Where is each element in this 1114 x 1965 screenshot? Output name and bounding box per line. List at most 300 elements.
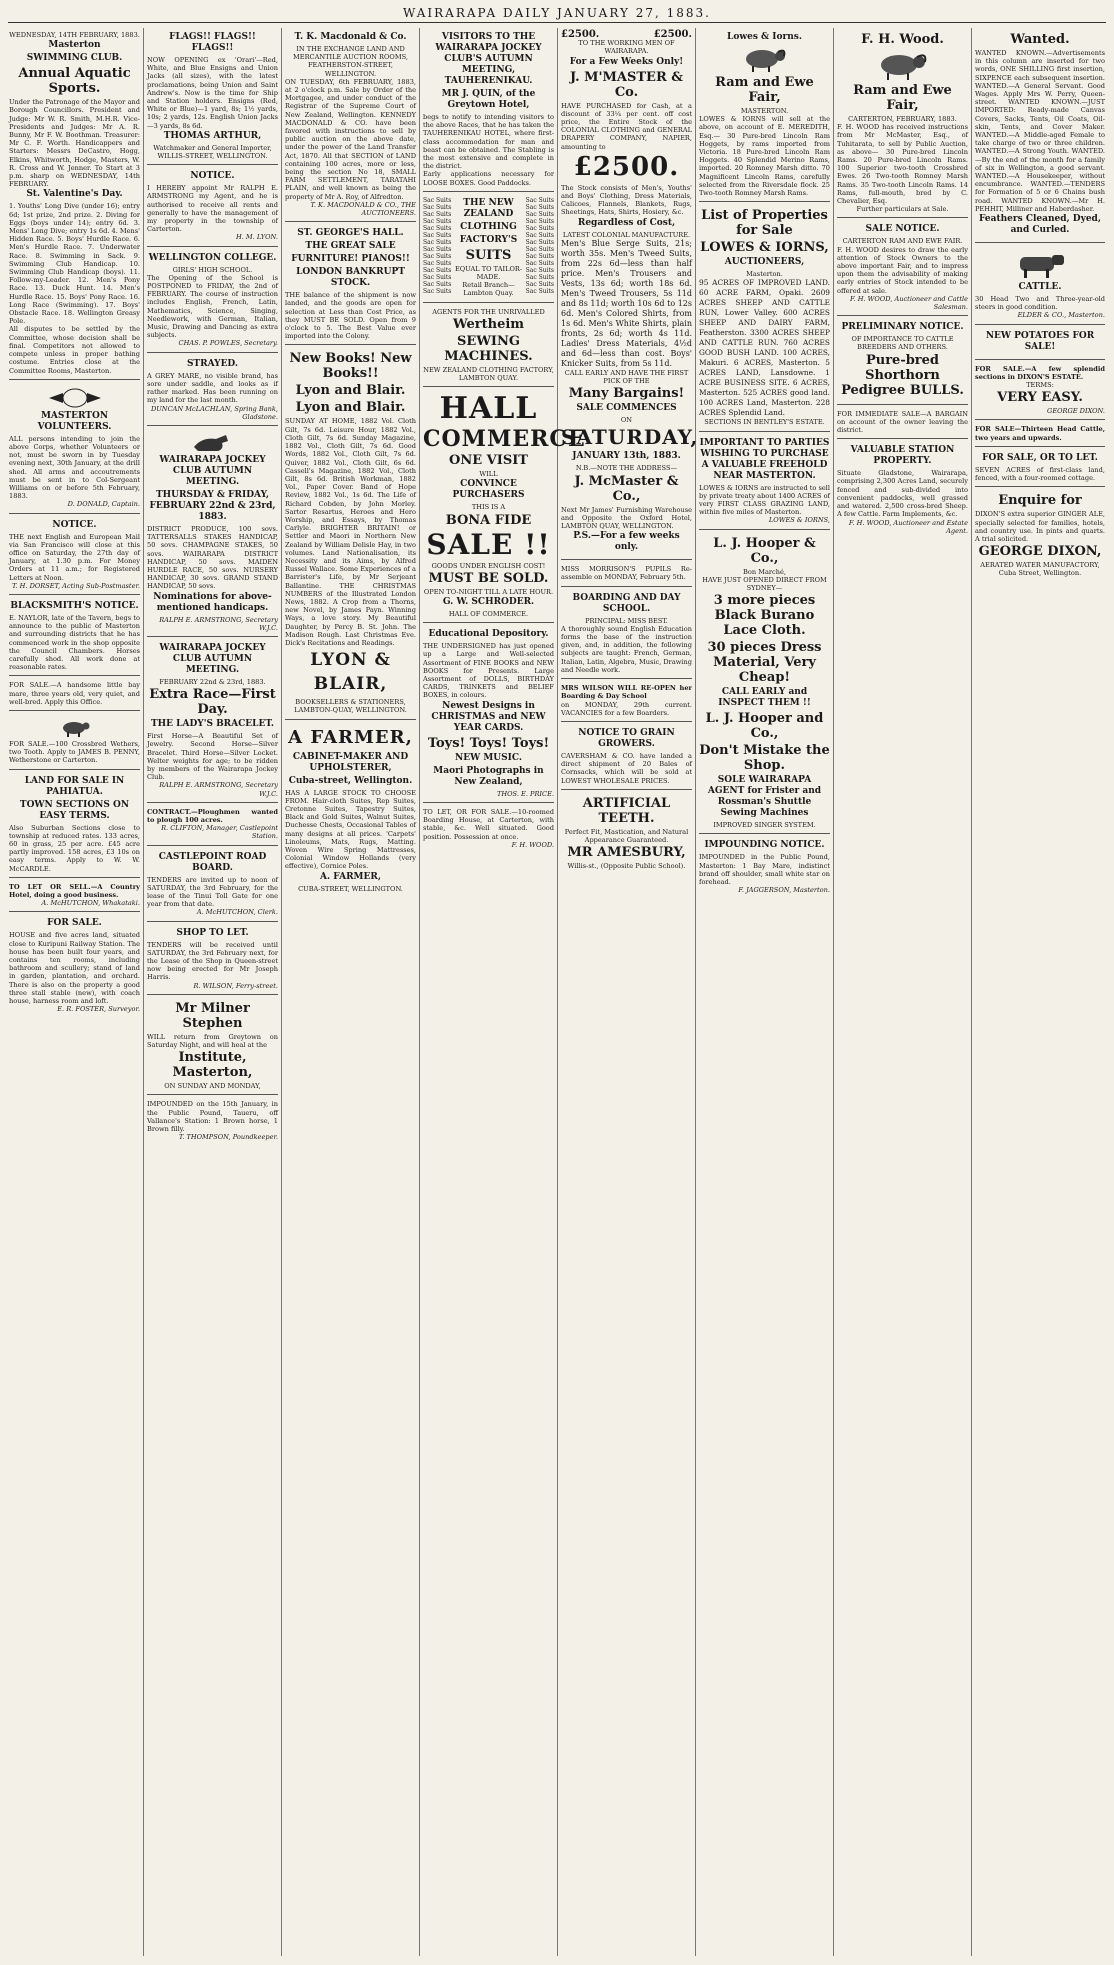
column-2 <box>144 28 282 1956</box>
dont-mistake: Don't Mistake the Shop. <box>699 743 830 774</box>
cattle-body: 30 Head Two and Three-year-old steers in good condition. <box>975 295 1105 312</box>
wood-ram-fair-ad <box>837 28 968 218</box>
amesbury-address: Willis-st., (Opposite Public School). <box>567 862 686 871</box>
mcmaster-ad <box>561 28 699 560</box>
swim-title-3: Annual Aquatic Sports. <box>18 66 131 97</box>
lowes-iorns-ad <box>699 28 830 202</box>
ginger-ale-ad <box>975 489 1105 581</box>
jan13-heading: JANUARY 13th, 1883. <box>572 451 681 462</box>
bargains-heading: Many Bargains! <box>568 386 685 402</box>
hooper-ad <box>699 532 830 835</box>
sac-suits-line: Sac Suits <box>525 287 554 295</box>
wood-ram-body: F. H. WOOD has received instructions from Mr McMaster, Esq., of Tuhitarata, to sell by Public Auction, as above— 30 Pure-bred Lincoln Rams. 20 Pure-bred Lincoln Rams. 100 Superior two-tooth Crossbred Ewes. 26 Two-tooth Romney Marsh Rams. 35 Two-tooth Lincoln Rams. 14 Rams, full-mouth, bred by C. Chevalier, Esq. <box>837 123 968 206</box>
mail-notice-body: THE next English and European Mail via San Francisco will close at this office on Saturday, the 27th day of January, at 1.30 p.m. For Money Orders at 11 a.m.; for Registered Letters at Noon. <box>9 532 140 582</box>
college-body: The Opening of the School is POSTPONED to FRIDAY, the 2nd of FEBRUARY. The course of instruction includes English, French, Latin, Mathematics, Science, Singing, Needlework, with German, Italian, Music, Drawing and Dancing as extra subjects. <box>147 273 278 340</box>
wood-ram-date: CARTERTON, FEBRUARY, 1883. <box>848 115 957 123</box>
macdonald-signature: T. K. MACDONALD & CO., THE AUCTIONEERS. <box>310 200 416 218</box>
sac-suits-line: Sac Suits <box>525 280 554 288</box>
factory-heading: FACTORY'S <box>459 234 518 245</box>
impound-title: IMPOUNDING NOTICE. <box>704 840 825 851</box>
farmer-address: Cuba-street, Wellington. <box>288 775 413 786</box>
carterton-subtitle: CARTERTON RAM AND EWE FAIR. <box>842 237 963 246</box>
great-sale-heading: THE GREAT SALE <box>305 241 396 252</box>
college-title: WELLINGTON COLLEGE. <box>148 252 277 263</box>
jockey2-title: WAIRARAPA JOCKEY CLUB AUTUMN MEETING. <box>159 642 266 675</box>
sac-suits-line: Sac Suits <box>525 196 554 204</box>
flags-title: FLAGS!! FLAGS!! FLAGS!! <box>169 32 256 53</box>
horse-icon <box>188 433 238 453</box>
hooper-title: L. J. Hooper & Co., <box>713 535 816 566</box>
jockey-signature: RALPH E. ARMSTRONG, Secretary W.J.C. <box>159 615 278 632</box>
teeth-ad <box>561 792 692 875</box>
mail-notice-signature: T. H. DORSET, Acting Sub-Postmaster. <box>12 581 140 590</box>
pounds-left: £2500. <box>561 29 600 40</box>
amesbury-heading: MR AMESBURY, <box>567 845 686 861</box>
london-bankrupt-heading: LONDON BANKRUPT STOCK. <box>296 267 405 289</box>
properties-masterton: Masterton. <box>746 270 783 279</box>
sac-suits-line: Sac Suits <box>525 210 554 218</box>
must-be-sold: MUST BE SOLD. <box>428 570 549 586</box>
impounded-signature: T. THOMPSON, Poundkeeper. <box>178 1133 278 1142</box>
teeth-title: ARTIFICIAL TEETH. <box>582 795 671 826</box>
college-subtitle: GIRLS' HIGH SCHOOL. <box>172 265 253 274</box>
ginger-ale-body: DIXON'S extra superior GINGER ALE, specially selected for families, hotels, and country use. In pints and quarts. A trial solicited. <box>975 510 1105 543</box>
prelim-subtitle: OF IMPORTANCE TO CATTLE BREEDERS AND OTHERS. <box>851 335 954 352</box>
jockey-nominations: Nominations for above-mentioned handicaps. <box>153 591 272 613</box>
farmer-ad <box>285 722 416 897</box>
sale-notice-title: SALE NOTICE. <box>865 224 940 235</box>
bracelet-ad <box>147 639 278 803</box>
working-men-heading: TO THE WORKING MEN OF WAIRARAPA. <box>578 39 675 56</box>
volunteers-signature: D. DONALD, Captain. <box>67 500 140 509</box>
branch-heading: Retail Branch—Lambton Quay. <box>462 281 515 298</box>
town-sections-title: TOWN SECTIONS ON EASY TERMS. <box>19 799 130 821</box>
hotel-title: TO LET OR SELL.—A Country Hotel, doing a good business. <box>9 882 140 900</box>
valentine-heading: St. Valentine's Day. <box>26 189 123 200</box>
carterton-body: F. H. WOOD desires to draw the early attention of Stock Owners to the above important Fair, and to impress upon them the advisability of making early entries of Stock intended to be offered at sale. <box>837 245 968 295</box>
sac-suits-line: Sac Suits <box>423 280 452 288</box>
bracelet-signature: RALPH E. ARMSTRONG, Secretary W.J.C. <box>159 781 278 798</box>
maori-signature: THOS. E. PRICE. <box>497 789 554 798</box>
quin-heading: MR J. QUIN, of the Greytown Hotel, <box>441 89 536 110</box>
wanted-ad <box>975 28 1105 243</box>
call-early: CALL EARLY AND HAVE THE FIRST PICK OF THE <box>564 368 689 386</box>
agent-notice-body: I HEREBY appoint Mr RALPH E. ARMSTRONG my Agent, and he is authorised to receive all rents and generally to have the management of my property in the township of Carterton. <box>147 184 278 234</box>
jockey-club-ad <box>147 428 278 637</box>
sac-suits-line: Sac Suits <box>525 238 554 246</box>
bon-marche: Bon Marché, <box>743 567 786 576</box>
farmer-signature-address: CUBA-STREET, WELLINGTON. <box>298 884 403 893</box>
best-body: A thoroughly sound English Education forms the base of the instruction given, and, in addition, the following subjects are taught: French, German, Italian, Latin, Algebra, Music, Drawing and Needle work. <box>561 624 692 674</box>
seven-acres-ad <box>975 449 1105 487</box>
this-is-text: THIS IS A <box>471 503 506 512</box>
jockey2-dates: FEBRUARY 22nd & 23rd, 1883. <box>159 677 266 686</box>
carterton-signature: F. H. WOOD, Auctioneer and Cattle Salesman. <box>849 294 968 312</box>
wood-ram-title: Ram and Ewe Fair, <box>853 83 952 113</box>
column-3 <box>282 28 420 1956</box>
sac-suits-line: Sac Suits <box>525 266 554 274</box>
house-signature: E. R. FOSTER, Surveyor. <box>57 1005 140 1014</box>
shop-body: TENDERS will be received until SATURDAY, the 3rd February next, for the Lease of the Shop in Queen-street now being erected for Mr Joseph Harris. <box>147 940 278 982</box>
impounded-body: IMPOUNDED on the 15th January, in the Public Pound, Taueru, off Vallance's Station: 1 Brown horse, 1 Brown filly. <box>147 1100 278 1134</box>
grain-body: CAVERSHAM & CO. have landed a direct shipment of 20 Bales of Cornsacks, which will be sold at LOWEST WHOLESALE PRICES. <box>561 751 692 785</box>
milner-stephen-ad <box>147 997 278 1096</box>
lowes-ram-sub: MASTERTON. <box>740 107 789 115</box>
swim-rules: All disputes to be settled by the Committee, whose decision shall be final. Competitors not allowed to compete unless in proper bathing costume. Entries close at the Committee Rooms, Masterton. <box>9 325 140 375</box>
george-title: ST. GEORGE'S HALL. <box>297 228 404 239</box>
wertheim-ad <box>423 305 554 388</box>
impounded-ad <box>147 1097 278 1145</box>
george-dixon-signature: GEORGE DIXON. <box>1047 407 1105 416</box>
wood-title: F. H. Wood. <box>861 32 944 47</box>
hooper-subtitle: HAVE JUST OPENED DIRECT FROM SYDNEY— <box>702 575 827 593</box>
bracelet-heading: THE LADY'S BRACELET. <box>150 719 275 730</box>
hall-of-commerce-sig: HALL OF COMMERCE. <box>448 610 529 619</box>
shop-to-let-ad <box>147 924 278 995</box>
freehold-title: IMPORTANT TO PARTIES WISHING TO PURCHASE A VALUABLE FREEHOLD NEAR MASTERTON. <box>699 437 830 481</box>
lowes-title: Lowes & Iorns. <box>727 32 802 42</box>
clothing-center <box>451 197 525 298</box>
sac-suits-line: Sac Suits <box>423 287 452 295</box>
properties-auctioneers: AUCTIONEERS, <box>724 257 805 268</box>
road-board-signature: A. McHUTCHON, Clerk. <box>196 908 278 917</box>
flags-ad <box>147 28 278 165</box>
station-property-ad <box>837 441 968 539</box>
teeth-subtitle: Perfect Fit, Mastication, and Natural Appearance Guaranteed. <box>564 827 689 844</box>
sac-suits-line: Sac Suits <box>525 203 554 211</box>
price-list: Men's Blue Serge Suits, 21s; worth 35s. Men's Tweed Suits, from 22s 6d—less than half price. Men's Trousers and Vests, 13s 6d; worth 18s 6d. Men's Tweed Trousers, 5s 11d and 8s 11d; worth 10s 6d to 12s 6d. Men's Colored Shirts, from 1s 6d. Men's White Shirts, plain fronts, 2s 6d; worth 4s 11d. Ladies' Dress Materials, 4½d and 6d—less than cost. Boys' Knicker Suits, from 5s 11d. <box>561 238 692 368</box>
wethers-ad <box>9 713 140 770</box>
properties-by: LOWES & IORNS, <box>700 240 829 256</box>
latest-heading: LATEST COLONIAL MANUFACTURE. <box>562 230 691 239</box>
blacksmith-title: BLACKSMITH'S NOTICE. <box>10 600 139 611</box>
impound-body: IMPOUNDED in the Public Pound, Masterton: 1 Bay Mare, indistinct brand off shoulder, small white star on forehead. <box>699 853 830 887</box>
contract-signature: R. CLIFTON, Manager, Castlepoint Station. <box>161 824 278 841</box>
mcmaster-body: HAVE PURCHASED for Cash, at a discount of 33¼ per cent. off cost price, the Entire Stock of the COLONIAL CLOTHING and GENERAL DRAPERY COMPANY, NAPIER, amounting to <box>561 101 692 151</box>
stock-text: The Stock consists of Men's, Youths' and Boys' Clothing, Dress Materials, Calicoes, Flannels, Blankets, Rugs, Sheetings, Hats, Shirts, Hosiery, &c. <box>561 183 692 217</box>
sac-suits-line: Sac Suits <box>423 203 452 211</box>
freehold-ad <box>699 434 830 530</box>
sac-suits-line: Sac Suits <box>525 259 554 267</box>
jockey-title: WAIRARAPA JOCKEY CLUB AUTUMN MEETING. <box>159 454 266 487</box>
hooper2-title: L. J. Hooper and Co., <box>705 711 824 742</box>
swim-title-2: SWIMMING CLUB. <box>26 53 123 64</box>
schroder-name: G. W. SCHRODER. <box>442 597 535 608</box>
institute-heading: Institute, Masterton, <box>172 1050 253 1081</box>
strayed-ad <box>147 355 278 426</box>
immediate-sale-body: FOR IMMEDIATE SALE—A BARGAIN on account of the owner leaving the district. <box>837 409 968 435</box>
shop-signature: R. WILSON, Ferry-street. <box>193 981 278 990</box>
equal-heading: EQUAL TO TAILOR-MADE. <box>454 264 523 282</box>
grain-title: NOTICE TO GRAIN GROWERS. <box>578 727 675 749</box>
on-text: ON <box>620 416 633 425</box>
bentley-sections: SECTIONS IN BENTLEY'S ESTATE. <box>704 418 825 427</box>
prelim-title: PRELIMINARY NOTICE. <box>841 322 964 333</box>
lowes-ram-title: Ram and Ewe Fair, <box>715 75 814 105</box>
house-ad <box>9 914 140 1017</box>
terms-label: TERMS: <box>1026 381 1054 390</box>
swimming-club-ad <box>9 28 140 380</box>
feathers-heading: Feathers Cleaned, Dyed, and Curled. <box>979 214 1101 236</box>
cattle-title: CATTLE. <box>1018 282 1062 293</box>
house-title: FOR SALE. <box>47 918 102 929</box>
strayed-body: A GREY MARE, no visible brand, has sore under saddle, and looks as if rather marked. Has been running on my land for the last month. <box>147 371 278 405</box>
morrison-body: MISS MORRISON'S PUPILS Re-assemble on MONDAY, February 5th. <box>561 565 692 582</box>
agent-notice-title: NOTICE. <box>190 171 235 182</box>
enquire-heading: Enquire for <box>998 493 1082 509</box>
milner-body: WILL return from Greytown on Saturday Night, and will heal at the <box>147 1032 278 1050</box>
road-board-title: CASTLEPOINT ROAD BOARD. <box>158 851 267 873</box>
pahiatua-ad <box>9 772 140 878</box>
agent-notice-ad <box>147 167 278 246</box>
potatoes-ad <box>975 327 1105 360</box>
station-body: Situate Gladstone, Wairarapa, comprising 2,300 Acres Land, securely fenced and sub-divided into convenient paddocks, well grassed and watered. 2,500 cross-bred Sheep. A few Cattle. Farm Implements, &c. <box>837 469 968 519</box>
seven-acres-body: SEVEN ACRES of first-class land, fenced, with a four-roomed cottage. <box>975 465 1105 483</box>
books-title: New Books! New Books!! <box>289 351 412 382</box>
immediate-sale-ad <box>837 407 968 440</box>
st-georges-hall-ad <box>285 224 416 345</box>
strayed-title: STRAYED. <box>186 358 239 369</box>
will-text: WILL <box>479 470 498 479</box>
wilson-body: on MONDAY, 29th current. VACANCIES for a few Boarders. <box>561 700 692 717</box>
blacksmith-body: E. NAYLOR, late of the Tavern, begs to announce to the public of Masterton and surrounding districts that he has commenced work in the shop opposite the Council Chambers. Horses carefully shod. All work done at reasonable rates. <box>9 613 140 672</box>
new-music-heading: NEW MUSIC. <box>455 752 522 763</box>
george-body: THE balance of the shipment is now landed, and the goods are open for selection at Less than Cost Price, as they MUST BE SOLD. Open from 9 o'clock to 5. The Best Value ever imported into the Colony. <box>285 291 416 341</box>
station-title: VALUABLE STATION PROPERTY. <box>850 445 955 467</box>
milner-title: Mr Milner Stephen <box>175 1000 250 1031</box>
swim-program: 1. Youths' Long Dive (under 16); entry 6d; 1st prize, 2nd prize. 2. Diving for Eggs (boys under 14); entry 6d. 3. Mens' Long Dive; entry 1s 6d. 4. Mens' Hidden Race. 5. Boys' Hurdle Race. 6. Men's Hurdle Race. 7. Underwater Race. 8. Swimming in Sack. 9. Swimming Club Handicap. 10. Swimming Club Handicap (boys). 11. Follow-my-Leader. 12. Men's Pony Race. 13. Duck Hunt. 14. Men's Hurdle Race. 15. Boys' Pony Race. 16. Long Race (Swimming). 17. Boys' Obstacle Race. 18. Wellington Greasy Pole. <box>9 202 140 326</box>
boarding-house-body: TO LET, OR FOR SALE.—10-roomed Boarding House, at Carterton, with stable, &c. Well situated. Good position. Possession at once. <box>423 807 554 841</box>
boarding-title: BOARDING AND DAY SCHOOL. <box>572 592 681 614</box>
jockey-days: THURSDAY & FRIDAY, FEBRUARY 22nd & 23rd, 1883. <box>149 489 276 522</box>
flags-body: NOW OPENING ex 'Orari'—Red, White, and Blue Ensigns and Union Jacks (all sizes), with the latest proclamations, being Union and Saint Andrew's. Now is the time for Ship and Station holders. Ensigns (Red, White or Blue)—1 yard, 8s; 1½ yards, 10s; 2 yards, 12s. English Union Jacks—3 yards, 8s 6d. <box>147 56 278 130</box>
pahiatua-title: LAND FOR SALE IN PAHIATUA. <box>24 775 125 797</box>
shorthorn-ad <box>837 318 968 404</box>
dixon-estate-ad <box>975 362 1105 421</box>
sac-suits-line: Sac Suits <box>525 224 554 232</box>
road-board-ad <box>147 848 278 922</box>
sac-suits-line: Sac Suits <box>423 273 452 281</box>
farmer-body: HAS A LARGE STOCK TO CHOOSE FROM. Hair-cloth Suites, Rep Suites, Cretonne Suites, Tapestry Suites, Black and Gold Suites, Walnut Suites, Duchesse Chests, Occasional Tables of many designs at all prices. 'Carpets' Linoleums, Mats, Rugs, Matting. Woven Wire Spring Mattresses, Colonial Window Hollands (very effective), Cornice Poles. <box>285 788 416 871</box>
boarding-house-ad <box>423 805 554 853</box>
pounds-right: £2500. <box>653 29 692 40</box>
seven-acres-title: FOR SALE, OR TO LET. <box>982 452 1098 463</box>
masthead-rule <box>8 22 1106 23</box>
ram-icon <box>740 46 790 72</box>
mcmaster2-heading: J. McMaster & Co., <box>574 473 679 504</box>
call-inspect: CALL EARLY and INSPECT THEM !! <box>718 687 811 709</box>
wellington-college-ad <box>147 249 278 353</box>
very-easy: VERY EASY. <box>997 390 1083 406</box>
volunteers-body: ALL persons intending to join the above Corps, whether Volunteers or not, must be sworn in by Tuesday evening next, 30th January, at the drill shed. All arms and accoutrements must be sent in to Col-Sergeant Williams on or before 5th February, 1883. <box>9 434 140 501</box>
road-board-body: TENDERS are invited up to noon of SATURDAY, the 3rd February, for the lease of the Tinui Toll Gate for one year from that date. <box>147 875 278 909</box>
sac-suits-line: Sac Suits <box>423 252 452 260</box>
bay-mare-text: FOR SALE.—A handsome little bay mare, three years old, very quiet, and well-bred. Apply this Office. <box>9 681 140 706</box>
wertheim-pre: AGENTS FOR THE UNRIVALLED <box>432 307 545 316</box>
bay-mare-ad <box>9 678 140 711</box>
mcmaster-heading: J. M'MASTER & Co. <box>569 69 684 100</box>
maori-photographs: Maori Photographs in New Zealand, <box>433 765 544 787</box>
college-signature: CHAS. P. POWLES, Secretary. <box>178 339 278 348</box>
sac-suits-line: Sac Suits <box>525 273 554 281</box>
grain-ad <box>561 724 692 790</box>
column-1 <box>6 28 144 1956</box>
regardless-heading: Regardless of Cost, <box>577 217 676 228</box>
swim-date: WEDNESDAY, 14TH FEBRUARY, 1883. <box>9 31 140 39</box>
strayed-signature: DUNCAN McLACHLAN, Spring Bank, Gladstone. <box>150 404 278 421</box>
hotel-ad <box>9 880 140 913</box>
suits-heading: SUITS <box>465 247 512 263</box>
hall-of-commerce-ad <box>423 389 586 623</box>
sewing-heading: SEWING MACHINES. <box>444 333 533 364</box>
contract-title: CONTRACT.—Ploughmen wanted to plough 100 acres. <box>147 807 278 824</box>
dixon-name: GEORGE DIXON, <box>978 544 1102 560</box>
lyon-blair-sub: BOOKSELLERS & STATIONERS, <box>295 698 406 707</box>
sac-suits-left <box>423 197 451 298</box>
note-text: N.B.—NOTE THE ADDRESS— <box>575 464 678 473</box>
column-8 <box>972 28 1108 1956</box>
macdonald-subtitle: IN THE EXCHANGE LAND AND MERCANTILE AUCTION ROOMS, FEATHERSTON-STREET, WELLINGTON. <box>293 45 408 78</box>
station-signature: F. H. WOOD, Auctioneer and Estate Agent. <box>848 518 968 535</box>
wilson-title: MRS WILSON WILL RE-OPEN her Boarding & Day School <box>561 684 692 701</box>
freehold-body: LOWES & IORNS are instructed to sell by private treaty about 1400 ACRES of very FIRST CLASS GRAZING LAND, within five miles of Masterton. <box>699 483 830 517</box>
sac-suits-line: Sac Suits <box>423 217 452 225</box>
properties-ad <box>699 204 830 431</box>
mail-notice-ad <box>9 516 140 595</box>
wilson-ad <box>561 681 692 722</box>
hotel-signature: A. McHUTCHON, Whakataki. <box>41 899 140 908</box>
farmer-subtitle: CABINET-MAKER AND UPHOLSTERER, <box>292 751 409 773</box>
dixon-estate-title: FOR SALE.—A few splendid sections in DIXON'S ESTATE. <box>975 364 1105 381</box>
institute-days: ON SUNDAY AND MONDAY, <box>164 1082 261 1091</box>
pounds-row <box>561 31 692 39</box>
volunteers-title: MASTERTON VOLUNTEERS. <box>37 410 112 432</box>
sac-suits-block <box>423 197 554 298</box>
farmer-title: A FARMER, <box>288 726 413 748</box>
hooper-lace: 3 more pieces Black Burano Lace Cloth. <box>713 593 816 639</box>
column-6 <box>696 28 834 1956</box>
shop-title: SHOP TO LET. <box>176 927 249 938</box>
sac-suits-line: Sac Suits <box>423 210 452 218</box>
one-visit: ONE VISIT <box>449 453 528 469</box>
properties-list: 95 ACRES OF IMPROVED LAND. 60 ACRE FARM, Opaki. 2609 ACRES SHEEP AND CATTLE RUN, Lower Valley. 600 ACRES SHEEP AND DAIRY FARM, Featherston. 3300 ACRES SHEEP AND CATTLE RUN. 760 ACRES GOOD BUSH LAND. 100 ACRES, Makuri. 6 ACRES, Masterton. 5 ACRES LAND, Lansdowne. 1 ACRE BUSINESS SITE. 6 ACRES, Masterton. 525 ACRES good land. 100 ACRES Land, Masterton. 228 ACRES Splendid Land. <box>699 278 830 418</box>
lyon-blair-address: LAMBTON-QUAY, WELLINGTON. <box>294 706 407 715</box>
commences-heading: SALE COMMENCES <box>576 403 677 414</box>
hooper-dress: 30 pieces Dress Material, Very Cheap! <box>707 640 822 686</box>
sac-suits-line: Sac Suits <box>423 238 452 246</box>
farmer-signature: A. FARMER, <box>319 871 381 882</box>
sac-suits-line: Sac Suits <box>423 259 452 267</box>
commerce-heading: COMMERCE <box>423 426 586 453</box>
flags-signature: THOMAS ARTHUR, <box>163 130 262 141</box>
sac-suits-line: Sac Suits <box>423 266 452 274</box>
boarding-house-signature: F. H. WOOD. <box>511 840 554 849</box>
educational-depository-ad <box>423 625 554 803</box>
lyon-blair-big: LYON & BLAIR, <box>310 650 391 695</box>
ram-icon <box>875 50 931 80</box>
impound-signature: F. JAGGERSON, Masterton. <box>738 886 830 895</box>
freehold-signature: LOWES & IORNS, <box>768 516 830 525</box>
potatoes-heading: NEW POTATOES FOR SALE! <box>985 330 1095 352</box>
clothing-factory-ad <box>423 194 554 303</box>
boarding-school-ad <box>561 589 692 679</box>
newest-designs: Newest Designs in CHRISTMAS and NEW YEAR CARDS. <box>431 700 546 733</box>
flags-address: Watchmaker and General Importer, WILLIS-STREET, WELLINGTON. <box>153 143 272 161</box>
agent-notice-signature: H. M. LYON. <box>235 233 278 242</box>
toys-heading: Toys! Toys! Toys! <box>427 735 550 751</box>
new-books-ad <box>285 347 416 719</box>
furniture-heading: FURNITURE! PIANOS!! <box>291 254 410 265</box>
books-list: SUNDAY AT HOME, 1882 Vol. Cloth Gilt, 7s 6d. Leisure Hour, 1882 Vol., Cloth Gilt, 7s 6d. Sunday Magazine, 1882 Vol., Cloth Gilt, 7s 6d. Good Words, 1882 Vol., Cloth Gilt, 7s 6d. Quiver, 1882 Vol., Cloth Gilt, 6s 6d. Cassell's Magazine, 1882 Vol., Cloth Gilt, 8s 6d. British Workman, 1882 Vol., Paper Cover. Band of Hope Review, 1882 Vol., 1s 6d. The Life of Richard Cobden, by John Morley. Sartor Resartus, Heroes and Hero Worship, and Essays, by Thomas Carlyle. BRIGHTER BRITAIN! or Settler and Maori in Northern New Zealand by William Delisle Hay, in two volumes. Land Nationalisation, its Necessity and its Aims, by Alfred Russel Wallace. Some Experiences of a Barrister's Life, by Mr Serjeant Ballantine. THE CHRISTMAS NUMBERS of the Illustrated London News, 1882. A Crop from a Thorns, new Novel, by James Payn. Winning Ways, a love story. My Beautiful Daughter, by Percy B. St. John. The Madison Rough. Last Christmas Eve. Dick's Recitations and Readings. <box>285 417 416 647</box>
crest-icon <box>45 387 105 409</box>
edu-body: THE UNDERSIGNED has just opened up a Large and Well-selected Assortment of FINE BOOKS and NEW BOOKS for Presents. Large Assortment of DOLLS, BIRTHDAY CARDS, TRINKETS and BELIEF BOXES, in colours. <box>423 642 554 700</box>
mcmaster2-address: Next Mr James' Furnishing Warehouse and Opposite the Oxford Hotel, LAMBTON QUAY, WELLINGTON. <box>561 505 692 531</box>
bracelet-body: First Horse—A Beautiful Set of Jewelry. Second Horse—Silver Bracelet. Third Horse—Silver Locket. Welter weights for age; to be ridden by members of the Wairarapa Jockey Club. <box>147 732 278 782</box>
first-day-heading: Extra Race—First Day. <box>149 687 276 718</box>
sole-agent: SOLE WAIRARAPA AGENT for Frister and Rossman's Shuttle Sewing Machines <box>707 775 822 819</box>
sac-suits-line: Sac Suits <box>423 231 452 239</box>
cattle-ad <box>975 245 1105 325</box>
hall-heading: HALL <box>439 391 538 427</box>
goods-text: GOODS UNDER ENGLISH COST! <box>431 561 546 570</box>
jockey-races: DISTRICT PRODUCE, 100 sovs. TATTERSALLS STAKES HANDICAP, 50 sovs. CHAMPAGNE STAKES, 50 sovs. WAIRARAPA DISTRICT HANDICAP, 50 sovs. MAIDEN HURDLE RACE, 50 sovs. NURSERY HANDICAP, 30 sovs. GRAND STAND HANDICAP, 50 sovs. <box>147 524 278 591</box>
impounding-ad <box>699 836 830 898</box>
wertheim-heading: Wertheim <box>452 316 525 332</box>
house-body: HOUSE and five acres land, situated close to Kuripuni Railway Station. The house has been built four years, and contains ten rooms, including bathroom and scullery; stand of land in garden, plantation, and orchard. There is also on the property a good three stall stable (new), with coach house, harness room and loft. <box>9 931 140 1006</box>
sac-suits-line: Sac Suits <box>423 196 452 204</box>
lyon-blair-heading-2: Lyon and Blair. <box>295 400 406 416</box>
edu-title: Educational Depository. <box>428 629 549 640</box>
column-7 <box>834 28 972 1956</box>
lyon-blair-heading-1: Lyon and Blair. <box>295 383 406 399</box>
macdonald-body: ON TUESDAY, 6th FEBRUARY, 1883, at 2 o'clock p.m. Sale by Order of the Mortgagee, and under conduct of the Registrar of the Supreme Court of New Zealand, Wellington. KENNEDY MACDONALD & CO. have been favored with instructions to sell by public auction on the above date, under the power of the Land Transfer Act, 1870. All that SECTION of LAND containing 100 acres, more or less, being the section No 18, SMALL FARM SETTLEMENT, TARATAHI PLAIN, and well known as being the property of Mr A. Roy, of Alfredton. <box>285 77 416 201</box>
town-sections-body: Also Suburban Sections close to township at reduced rates. 133 acres, 60 in grass, 25 per acre. £45 acre partly improved. 158 acres, £3 10s on easy terms. Apply to W. W. McCARDLE. <box>9 823 140 873</box>
best-principal: PRINCIPAL: MISS BEST. <box>585 616 668 625</box>
open-late: OPEN TO-NIGHT TILL A LATE HOUR. <box>423 587 554 596</box>
sac-suits-line: Sac Suits <box>525 217 554 225</box>
convince-text: CONVINCE PURCHASERS <box>452 479 525 501</box>
clothing-heading: CLOTHING <box>460 221 517 232</box>
wertheim-signature: NEW ZEALAND CLOTHING FACTORY, LAMBTON QUAY. <box>423 365 554 383</box>
contract-ad <box>147 805 278 846</box>
properties-title: List of Properties for Sale <box>701 208 828 239</box>
quin-body: begs to notify to intending visitors to the above Races, that he has taken the TAUHERENIKAU HOTEL, where first-class accommodation for man and beast can be obtained. The Stabling is the most extensive and complete in the district. <box>423 113 554 171</box>
sac-suits-line: Sac Suits <box>525 231 554 239</box>
volunteers-ad <box>9 382 140 514</box>
mail-notice-title: NOTICE. <box>52 519 97 530</box>
carterton-fair-ad <box>837 220 968 316</box>
morrison-ad <box>561 562 692 586</box>
visitors-ad <box>423 28 554 192</box>
wanted-list: WANTED KNOWN.—Advertisements in this column are inserted for two words, ONE SHILLING first insertion, SIXPENCE each subsequent insertion. WANTED.—A General Servant. Good Wages. Apply Mrs W. Perry, Queen-street. WANTED KNOWN.—JUST IMPORTED: Ready-made Canvas Covers, Sacks, Tents, Oil Coats, Oil-skin, Tents, and Cover Maker. WANTED.—A Middle-aged Female to take charge of two or three children. WANTED.—A Strong Youth. WANTED.—By the end of the month for a family of six in Wellington, a good servant. WANTED.—A Housekeeper, without encumbrance. WANTED.—TENDERS for Formation of 5 or 6 Chains bush road. WANTED KNOWN.—Mr H. PEHHIT, Milliner and Haberdasher. <box>975 49 1105 213</box>
ram-icon <box>58 719 92 737</box>
sac-suits-line: Sac Suits <box>423 224 452 232</box>
macdonald-title: T. K. Macdonald & Co. <box>294 32 407 42</box>
macdonald-ad <box>285 28 416 222</box>
sac-suits-line: Sac Suits <box>525 245 554 253</box>
newspaper-columns <box>6 28 1108 1956</box>
shorthorn-heading: Pure-bred Shorthorn Pedigree BULLS. <box>841 352 964 398</box>
singer-system: IMPROVED SINGER SYSTEM. <box>713 821 816 830</box>
lowes-ram-body: LOWES & IORNS will sell at the above, on account of E. MEREDITH, Esq.— 30 Pure-bred Lincoln Ram Hoggets, by rams imported from Victoria. 18 Pure-bred Lincoln Ram Hoggets. 40 Splendid Merino Rams, imported. 20 Romney Marsh ditto. 70 Magnificent Lincoln Rams, carefully selected from the Riversdale flock. 25 Two-tooth Romney Marsh Rams. <box>699 115 830 198</box>
saturday-heading: SATURDAY, <box>561 425 699 450</box>
sac-suits-line: Sac Suits <box>525 252 554 260</box>
dixon-address: AERATED WATER MANUFACTORY, Cuba Street, Wellington. <box>980 561 1100 578</box>
few-weeks-2: P.S.—For a few weeks only. <box>573 531 680 553</box>
wood-further: Further particulars at Sale. <box>856 205 949 214</box>
swim-title-1: Masterton <box>48 40 101 51</box>
masthead <box>0 0 1114 26</box>
